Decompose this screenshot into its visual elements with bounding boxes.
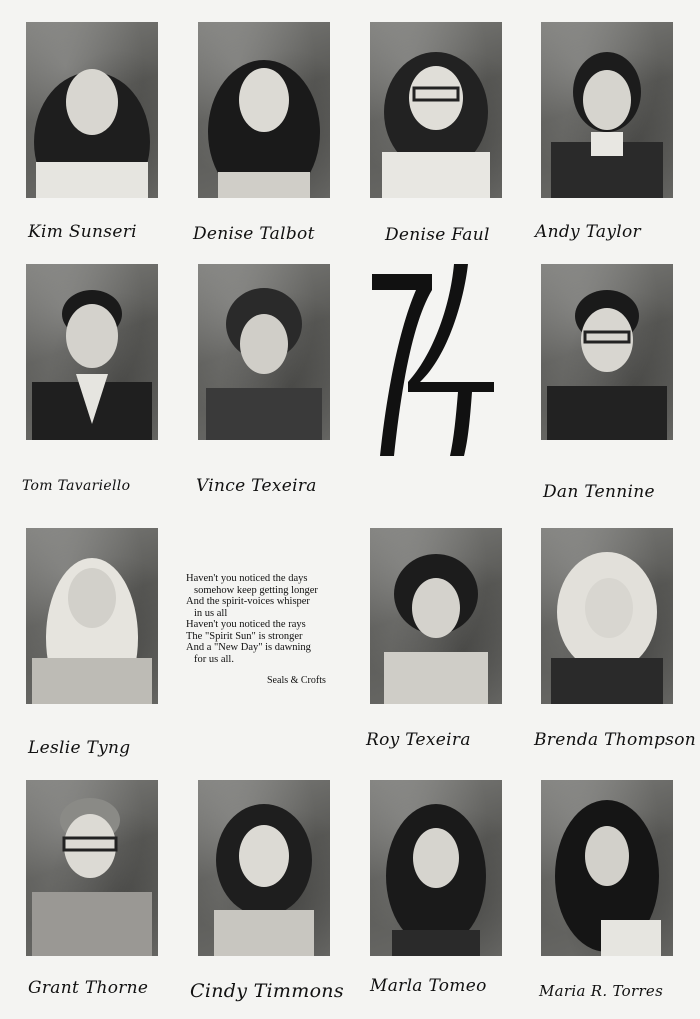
poem-line: Haven't you noticed the days xyxy=(186,573,308,584)
poem-line: Haven't you noticed the rays xyxy=(186,619,306,630)
signature: Denise Talbot xyxy=(193,224,315,244)
poem-line: in us all xyxy=(194,607,228,619)
poem-line: The "Spirit Sun" is stronger xyxy=(186,630,303,642)
signature: Roy Texeira xyxy=(366,730,471,750)
poem-line: for us all. xyxy=(194,653,234,665)
portrait-photo xyxy=(541,780,673,956)
year-74-label: 74 xyxy=(433,458,435,459)
signature: Maria R. Torres xyxy=(539,982,664,1000)
signature: Kim Sunseri xyxy=(28,222,137,242)
signature: Cindy Timmons xyxy=(190,980,344,1002)
poem-line: somehow keep getting longer xyxy=(194,584,318,596)
portrait-photo xyxy=(26,528,158,704)
signature: Brenda Thompson xyxy=(534,730,696,750)
portrait-photo xyxy=(26,22,158,198)
portrait-photo xyxy=(26,264,158,440)
signature: Vince Texeira xyxy=(196,476,317,496)
portrait-photo xyxy=(198,780,330,956)
signature: Leslie Tyng xyxy=(28,738,131,758)
poem-line: And a "New Day" is dawning xyxy=(186,642,311,653)
portrait-photo xyxy=(541,264,673,440)
signature: Andy Taylor xyxy=(535,222,641,242)
year-74-graphic xyxy=(368,260,500,460)
portrait-photo xyxy=(541,22,673,198)
portrait-photo xyxy=(198,22,330,198)
signature: Marla Tomeo xyxy=(370,976,487,996)
poem-credit: Seals & Crofts xyxy=(267,675,326,686)
signature: Denise Faul xyxy=(385,225,490,245)
signature: Grant Thorne xyxy=(28,978,149,998)
portrait-photo xyxy=(541,528,673,704)
poem xyxy=(186,573,346,686)
portrait-photo xyxy=(370,780,502,956)
signature: Tom Tavariello xyxy=(22,478,131,494)
poem-line: And the spirit-voices whisper xyxy=(186,596,310,607)
signature: Dan Tennine xyxy=(543,482,655,502)
portrait-photo xyxy=(198,264,330,440)
portrait-photo xyxy=(370,528,502,704)
portrait-photo xyxy=(26,780,158,956)
portrait-photo xyxy=(370,22,502,198)
